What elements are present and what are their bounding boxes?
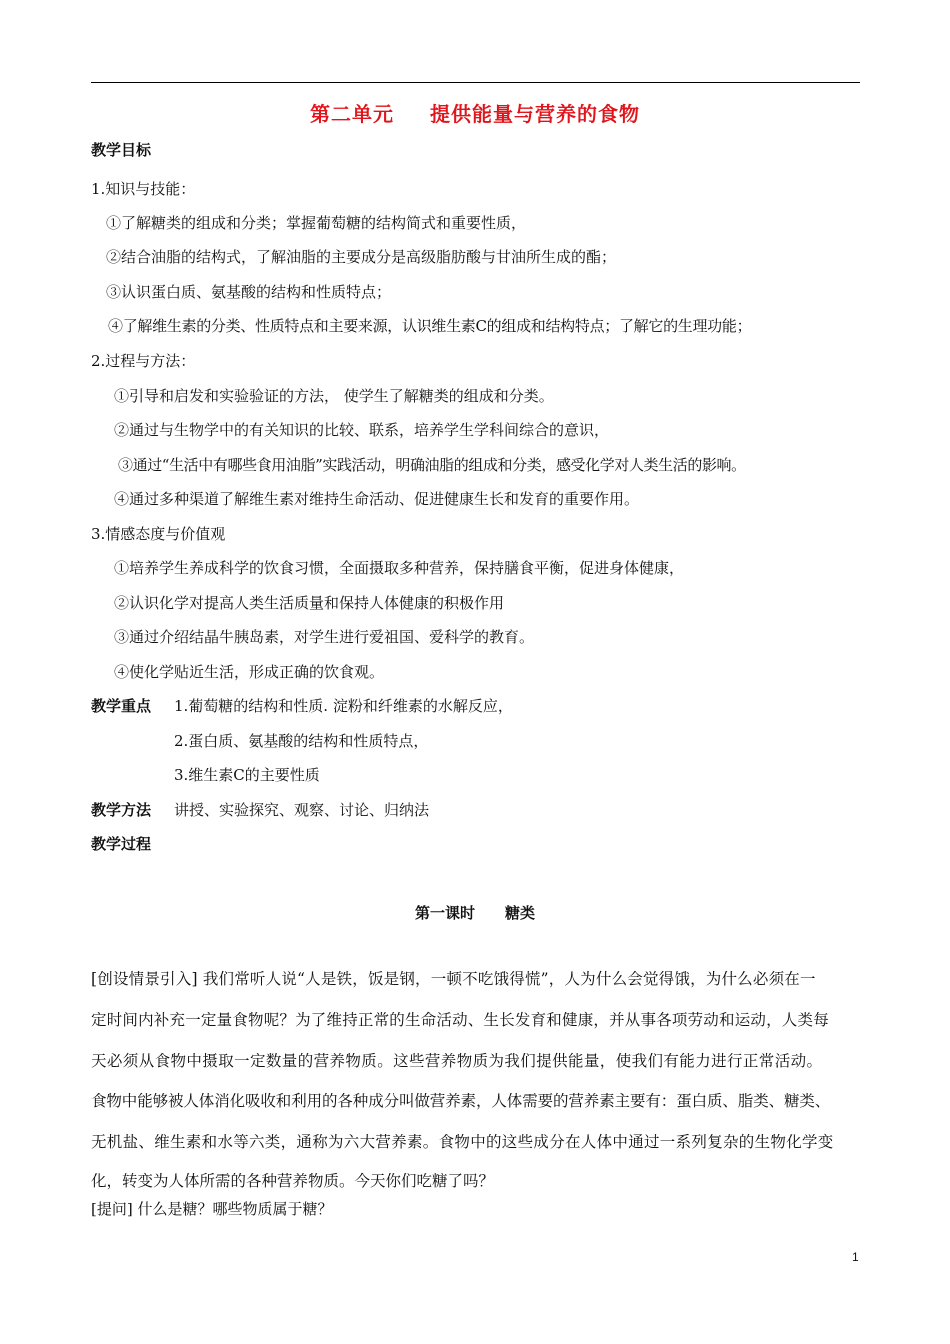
lesson-topic: 糖类 [505,904,536,922]
intro-line-4: 食物中能够被人体消化吸收和利用的各种成分叫做营养素，人体需要的营养素主要有：蛋白质、脂类、糖类、 [91,1092,831,1110]
header-rule [91,82,860,83]
process-item-3: ③通过“生活中有哪些食用油脂”实践活动，明确油脂的组成和分类，感受化学对人类生活的影响。 [118,456,746,474]
knowledge-item-1: ①了解糖类的组成和分类；掌握葡萄糖的结构简式和重要性质， [106,214,527,232]
unit-number: 第二单元 [310,102,394,126]
unit-title [0,98,950,127]
goals-heading: 教学目标 [91,141,152,159]
key-point-1: 1.葡萄糖的结构和性质. 淀粉和纤维素的水解反应， [174,697,513,715]
process-item-4: ④通过多种渠道了解维生素对维持生命活动、促进健康生长和发育的重要作用。 [114,490,640,508]
process-item-1: ①引导和启发和实验验证的方法， 使学生了解糖类的组成和分类。 [114,387,554,405]
knowledge-item-2: ②结合油脂的结构式，了解油脂的主要成分是高级脂肪酸与甘油所生成的酯； [106,248,617,266]
intro-line-3: 天必须从食物中摄取一定数量的营养物质。这些营养物质为我们提供能量，使我们有能力进行正常活动。 [91,1052,823,1070]
intro-line-6: 化，转变为人体所需的各种营养物质。今天你们吃糖了吗？ [91,1172,495,1190]
methods-text: 讲授、实验探究、观察、讨论、归纳法 [174,801,430,819]
attitude-item-3: ③通过介绍结晶牛胰岛素，对学生进行爱祖国、爱科学的教育。 [114,628,535,646]
key-point-2: 2.蛋白质、氨基酸的结构和性质特点， [174,732,429,750]
lesson-number: 第一课时 [414,904,475,922]
page-number: 1 [852,1250,859,1264]
knowledge-item-3: ③认识蛋白质、氨基酸的结构和性质特点； [106,283,392,301]
knowledge-item-4: ④了解维生素的分类、性质特点和主要来源，认识维生素C的组成和结构特点；了解它的生理功能； [108,317,752,335]
attitude-item-1: ①培养学生养成科学的饮食习惯，全面摄取多种营养，保持膳食平衡，促进身体健康， [114,559,685,577]
process-heading: 2.过程与方法： [91,352,196,370]
unit-name: 提供能量与营养的食物 [430,102,640,126]
question-line: [提问] 什么是糖？哪些物质属于糖？ [91,1200,333,1218]
knowledge-heading: 1.知识与技能： [91,180,196,198]
intro-line-5: 无机盐、维生素和水等六类，通称为六大营养素。食物中的这些成分在人体中通过一系列复杂的生物化学变 [91,1133,834,1151]
attitude-item-4: ④使化学贴近生活，形成正确的饮食观。 [114,663,385,681]
intro-line-2: 定时间内补充一定量食物呢？为了维持正常的生命活动、生长发育和健康，并从事各项劳动和运动，人类每 [91,1011,829,1029]
key-points-label: 教学重点 [91,697,152,715]
process-item-2: ②通过与生物学中的有关知识的比较、联系，培养学生学科间综合的意识， [114,421,610,439]
attitude-heading: 3.情感态度与价值观 [91,525,226,543]
methods-label: 教学方法 [91,801,152,819]
lesson-title [0,902,950,923]
intro-line-1: [创设情景引入] 我们常听人说“人是铁，饭是钢，一顿不吃饿得慌”，人为什么会觉得饿，为什么必须在一 [91,970,816,988]
process-section-heading: 教学过程 [91,835,152,853]
key-point-3: 3.维生素C的主要性质 [174,766,320,784]
attitude-item-2: ②认识化学对提高人类生活质量和保持人体健康的积极作用 [114,594,505,612]
